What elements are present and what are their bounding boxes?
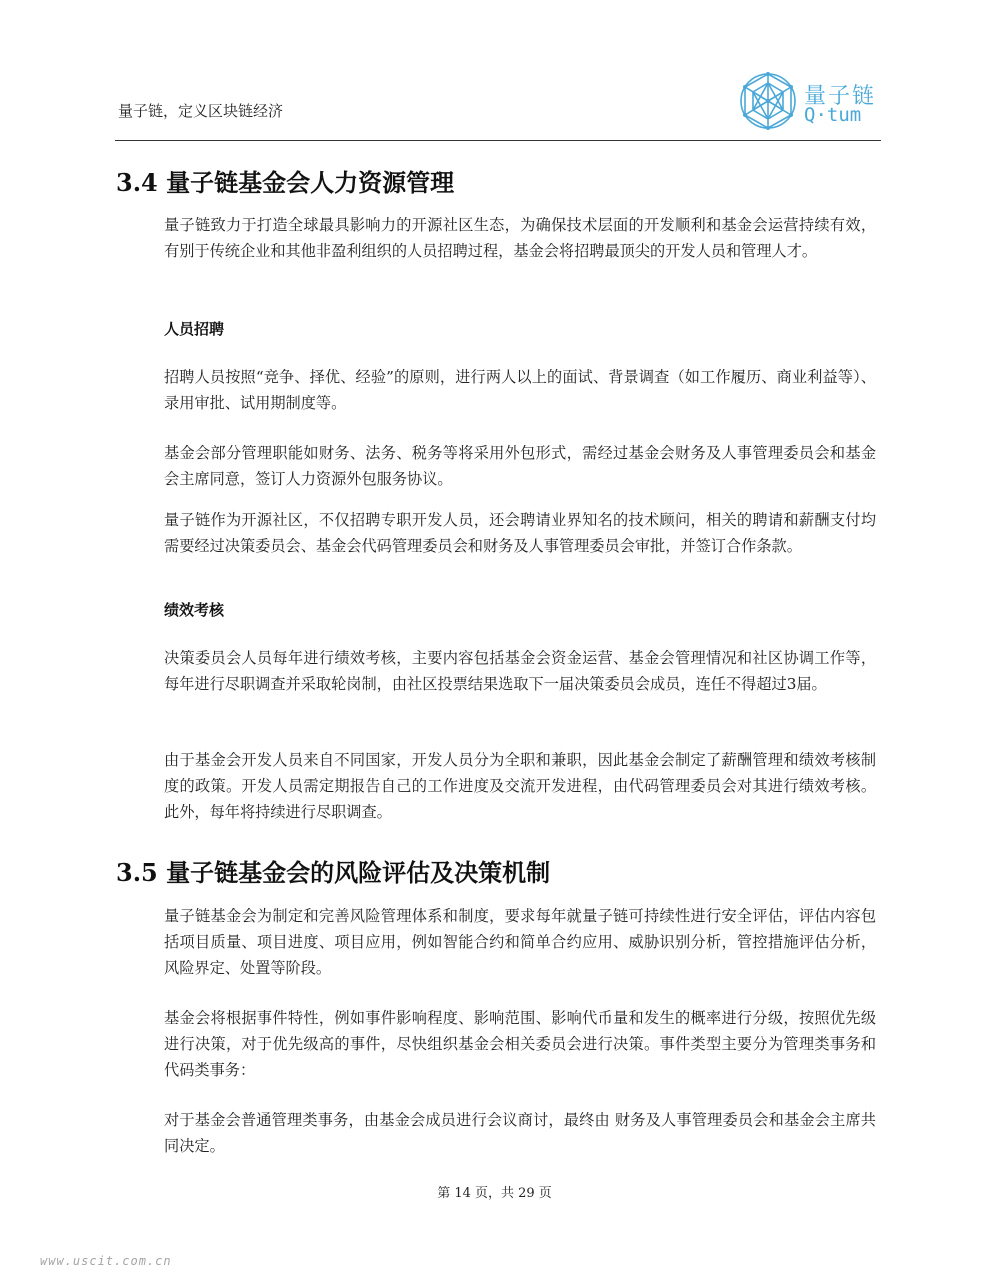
subheading-performance: 绩效考核 [164, 601, 225, 619]
header-divider [115, 140, 881, 141]
paragraph-management-affairs: 对于基金会普通管理类事务，由基金会成员进行会议商讨，最终由 财务及人事管理委员会和基金会主席共同决定。 [164, 1111, 876, 1155]
paragraph-committee-review: 决策委员会人员每年进行绩效考核，主要内容包括基金会资金运营、基金会管理情况和社区协调工作等，每年进行尽职调查并采取轮岗制，由社区投票结果选取下一届决策委员会成员，连任不得超过3届。 [164, 649, 876, 693]
subheading-recruitment: 人员招聘 [164, 320, 225, 338]
section-heading-3-5: 3.5 量子链基金会的风险评估及决策机制 [116, 858, 551, 887]
site-watermark: www.uscit.com.cn [40, 1254, 172, 1268]
header-title: 量子链，定义区块链经济 [118, 102, 284, 120]
paragraph-advisors: 量子链作为开源社区，不仅招聘专职开发人员，还会聘请业界知名的技术顾问，相关的聘请和薪酬支付均需要经过决策委员会、基金会代码管理委员会和财务及人事管理委员会审批，并签订合作条款。 [164, 511, 876, 555]
logo-english-text: Q·tum [804, 104, 862, 126]
paragraph-recruitment-principles: 招聘人员按照“竞争、择优、经验”的原则，进行两人以上的面试、背景调查（如工作履历、商业利益等）、录用审批、试用期制度等。 [164, 368, 876, 412]
qtum-logo [737, 70, 877, 132]
logo-chinese-text: 量子链 [804, 84, 877, 109]
page-number: 第 14 页，共 29 页 [437, 1186, 552, 1201]
paragraph-hr-intro: 量子链致力于打造全球最具影响力的开源社区生态，为确保技术层面的开发顺利和基金会运营持续有效，有别于传统企业和其他非盈利组织的人员招聘过程，基金会将招聘最顶尖的开发人员和管理人才。 [164, 216, 876, 260]
paragraph-risk-intro: 量子链基金会为制定和完善风险管理体系和制度，要求每年就量子链可持续性进行安全评估，评估内容包括项目质量、项目进度、项目应用，例如智能合约和简单合约应用、威胁识别分析，管控措施评估分析，风险界定、处置等阶段。 [164, 907, 876, 977]
paragraph-outsourcing: 基金会部分管理职能如财务、法务、税务等将采用外包形式，需经过基金会财务及人事管理委员会和基金会主席同意，签订人力资源外包服务协议。 [164, 444, 876, 488]
section-heading-3-4: 3.4 量子链基金会人力资源管理 [116, 168, 455, 197]
qtum-logo-icon [737, 70, 799, 132]
paragraph-event-grading: 基金会将根据事件特性，例如事件影响程度、影响范围、影响代币量和发生的概率进行分级，按照优先级进行决策，对于优先级高的事件，尽快组织基金会相关委员会进行决策。事件类型主要分为管理类事务和代码类事务： [164, 1009, 876, 1079]
paragraph-developer-review: 由于基金会开发人员来自不同国家，开发人员分为全职和兼职，因此基金会制定了薪酬管理和绩效考核制度的政策。开发人员需定期报告自己的工作进度及交流开发进程，由代码管理委员会对其进行绩效考核。此外，每年将持续进行尽职调查。 [164, 751, 876, 821]
